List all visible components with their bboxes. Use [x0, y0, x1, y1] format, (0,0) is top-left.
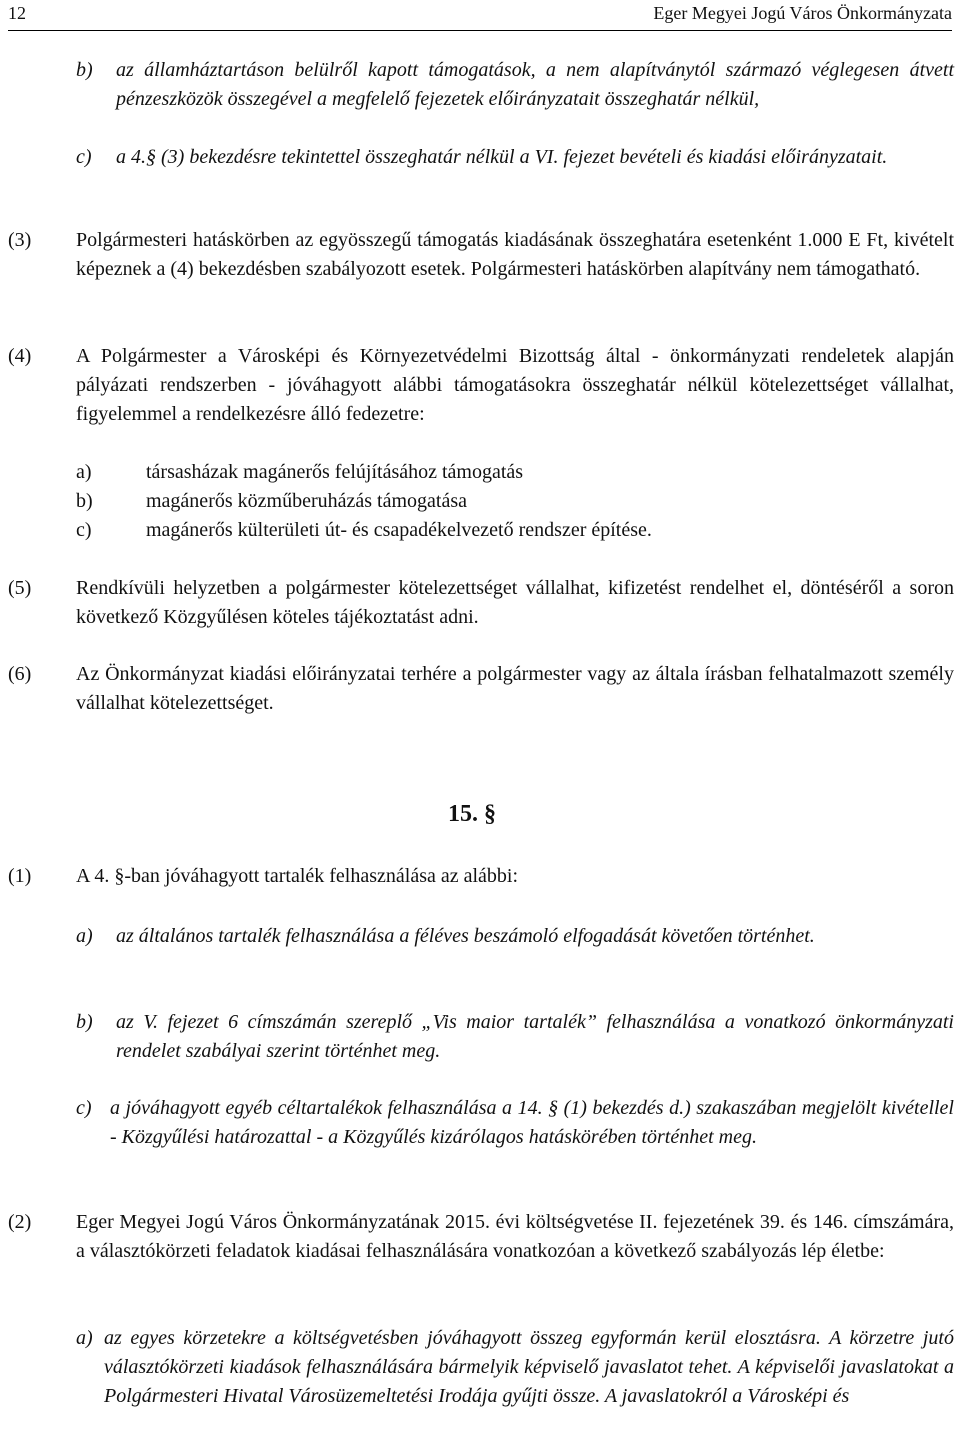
- item-text: magánerős külterületi út- és csapadékelvezető rendszer építése.: [146, 519, 652, 541]
- item-label: a): [76, 461, 92, 483]
- paragraph-text: Rendkívüli helyzetben a polgármester kötelezettséget vállalhat, kifizetést rendelhet el, döntéséről a soron következő Közgyűlésen köteles tájékoztatást adni.: [76, 577, 954, 628]
- item-label: b): [76, 490, 93, 512]
- item-label: b): [76, 59, 93, 81]
- item-text: a 4.§ (3) bekezdésre tekintettel összeghatár nélkül a VI. fejezet bevételi és kiadási előirányzatait.: [116, 146, 888, 168]
- paragraph-number: (1): [8, 865, 32, 887]
- paragraph-number: (4): [8, 345, 32, 367]
- page-number: 12: [8, 3, 26, 23]
- paragraph-number: (6): [8, 663, 32, 685]
- paragraph-number: (3): [8, 229, 32, 251]
- item-label: a): [76, 925, 93, 947]
- paragraph-text: Polgármesteri hatáskörben az egyösszegű támogatás kiadásának összeghatára esetenként 1.000 E Ft, kivételt képeznek a (4) bekezdésben szabályozott esetek. Polgármesteri hatáskörben alapítvány nem támogatható.: [76, 229, 954, 280]
- item-label: c): [76, 1097, 92, 1119]
- paragraph-text: A 4. §-ban jóváhagyott tartalék felhasználása az alábbi:: [76, 865, 519, 887]
- paragraph-text: Eger Megyei Jogú Város Önkormányzatának 2015. évi költségvetése II. fejezetének 39. és 146. címszámára, a választókörzeti feladatok kiadásai felhasználására vonatkozóan a következő szabályozás lép életbe:: [76, 1211, 954, 1262]
- item-label: b): [76, 1011, 93, 1033]
- paragraph-number: (5): [8, 577, 32, 599]
- item-text: az V. fejezet 6 címszámán szereplő „Vis maior tartalék” felhasználása a vonatkozó önkormányzati rendelet szabályai szerint történhet meg.: [116, 1011, 954, 1062]
- page-header: [8, 0, 952, 31]
- item-label: a): [76, 1327, 93, 1349]
- paragraph-text: A Polgármester a Városképi és Környezetvédelmi Bizottság által - önkormányzati rendeletek alapján pályázati rendszerben - jóváhagyott alábbi támogatásokra összeghatár nélkül kötelezettséget vállalhat, figyelemmel a rendelkezésre álló fedezetre:: [76, 345, 954, 425]
- item-text: a jóváhagyott egyéb céltartalékok felhasználása a 14. § (1) bekezdés d.) szakaszában megjelölt kivétellel - Közgyűlési határozattal - a Közgyűlés kizárólagos hatáskörében történhet meg.: [110, 1097, 954, 1148]
- item-text: magánerős közműberuházás támogatása: [146, 490, 467, 512]
- item-text: az általános tartalék felhasználása a féléves beszámoló elfogadását követően történhet.: [116, 925, 815, 947]
- item-label: c): [76, 146, 92, 168]
- section-title: 15. §: [448, 801, 496, 827]
- item-text: az egyes körzetekre a költségvetésben jóváhagyott összeg egyformán kerül elosztásra. A körzetre jutó választókörzeti kiadások felhasználására bármelyik képviselő javaslatot tehet. A képviselői javaslatokat a Polgármesteri Hivatal Városüzemeltetési Irodája gyűjti össze. A javaslatokról a Városképi és: [104, 1327, 954, 1407]
- header-title: Eger Megyei Jogú Város Önkormányzata: [653, 3, 952, 23]
- item-label: c): [76, 519, 92, 541]
- paragraph-text: Az Önkormányzat kiadási előirányzatai terhére a polgármester vagy az általa írásban felhatalmazott személy vállalhat kötelezettséget.: [76, 663, 954, 714]
- item-text: társasházak magánerős felújításához támogatás: [146, 461, 524, 483]
- item-text: az államháztartáson belülről kapott támogatások, a nem alapítványtól származó véglegesen átvett pénzeszközök összegével a megfelelő fejezetek előirányzatait összeghatár nélkül,: [116, 59, 954, 110]
- paragraph-number: (2): [8, 1211, 32, 1233]
